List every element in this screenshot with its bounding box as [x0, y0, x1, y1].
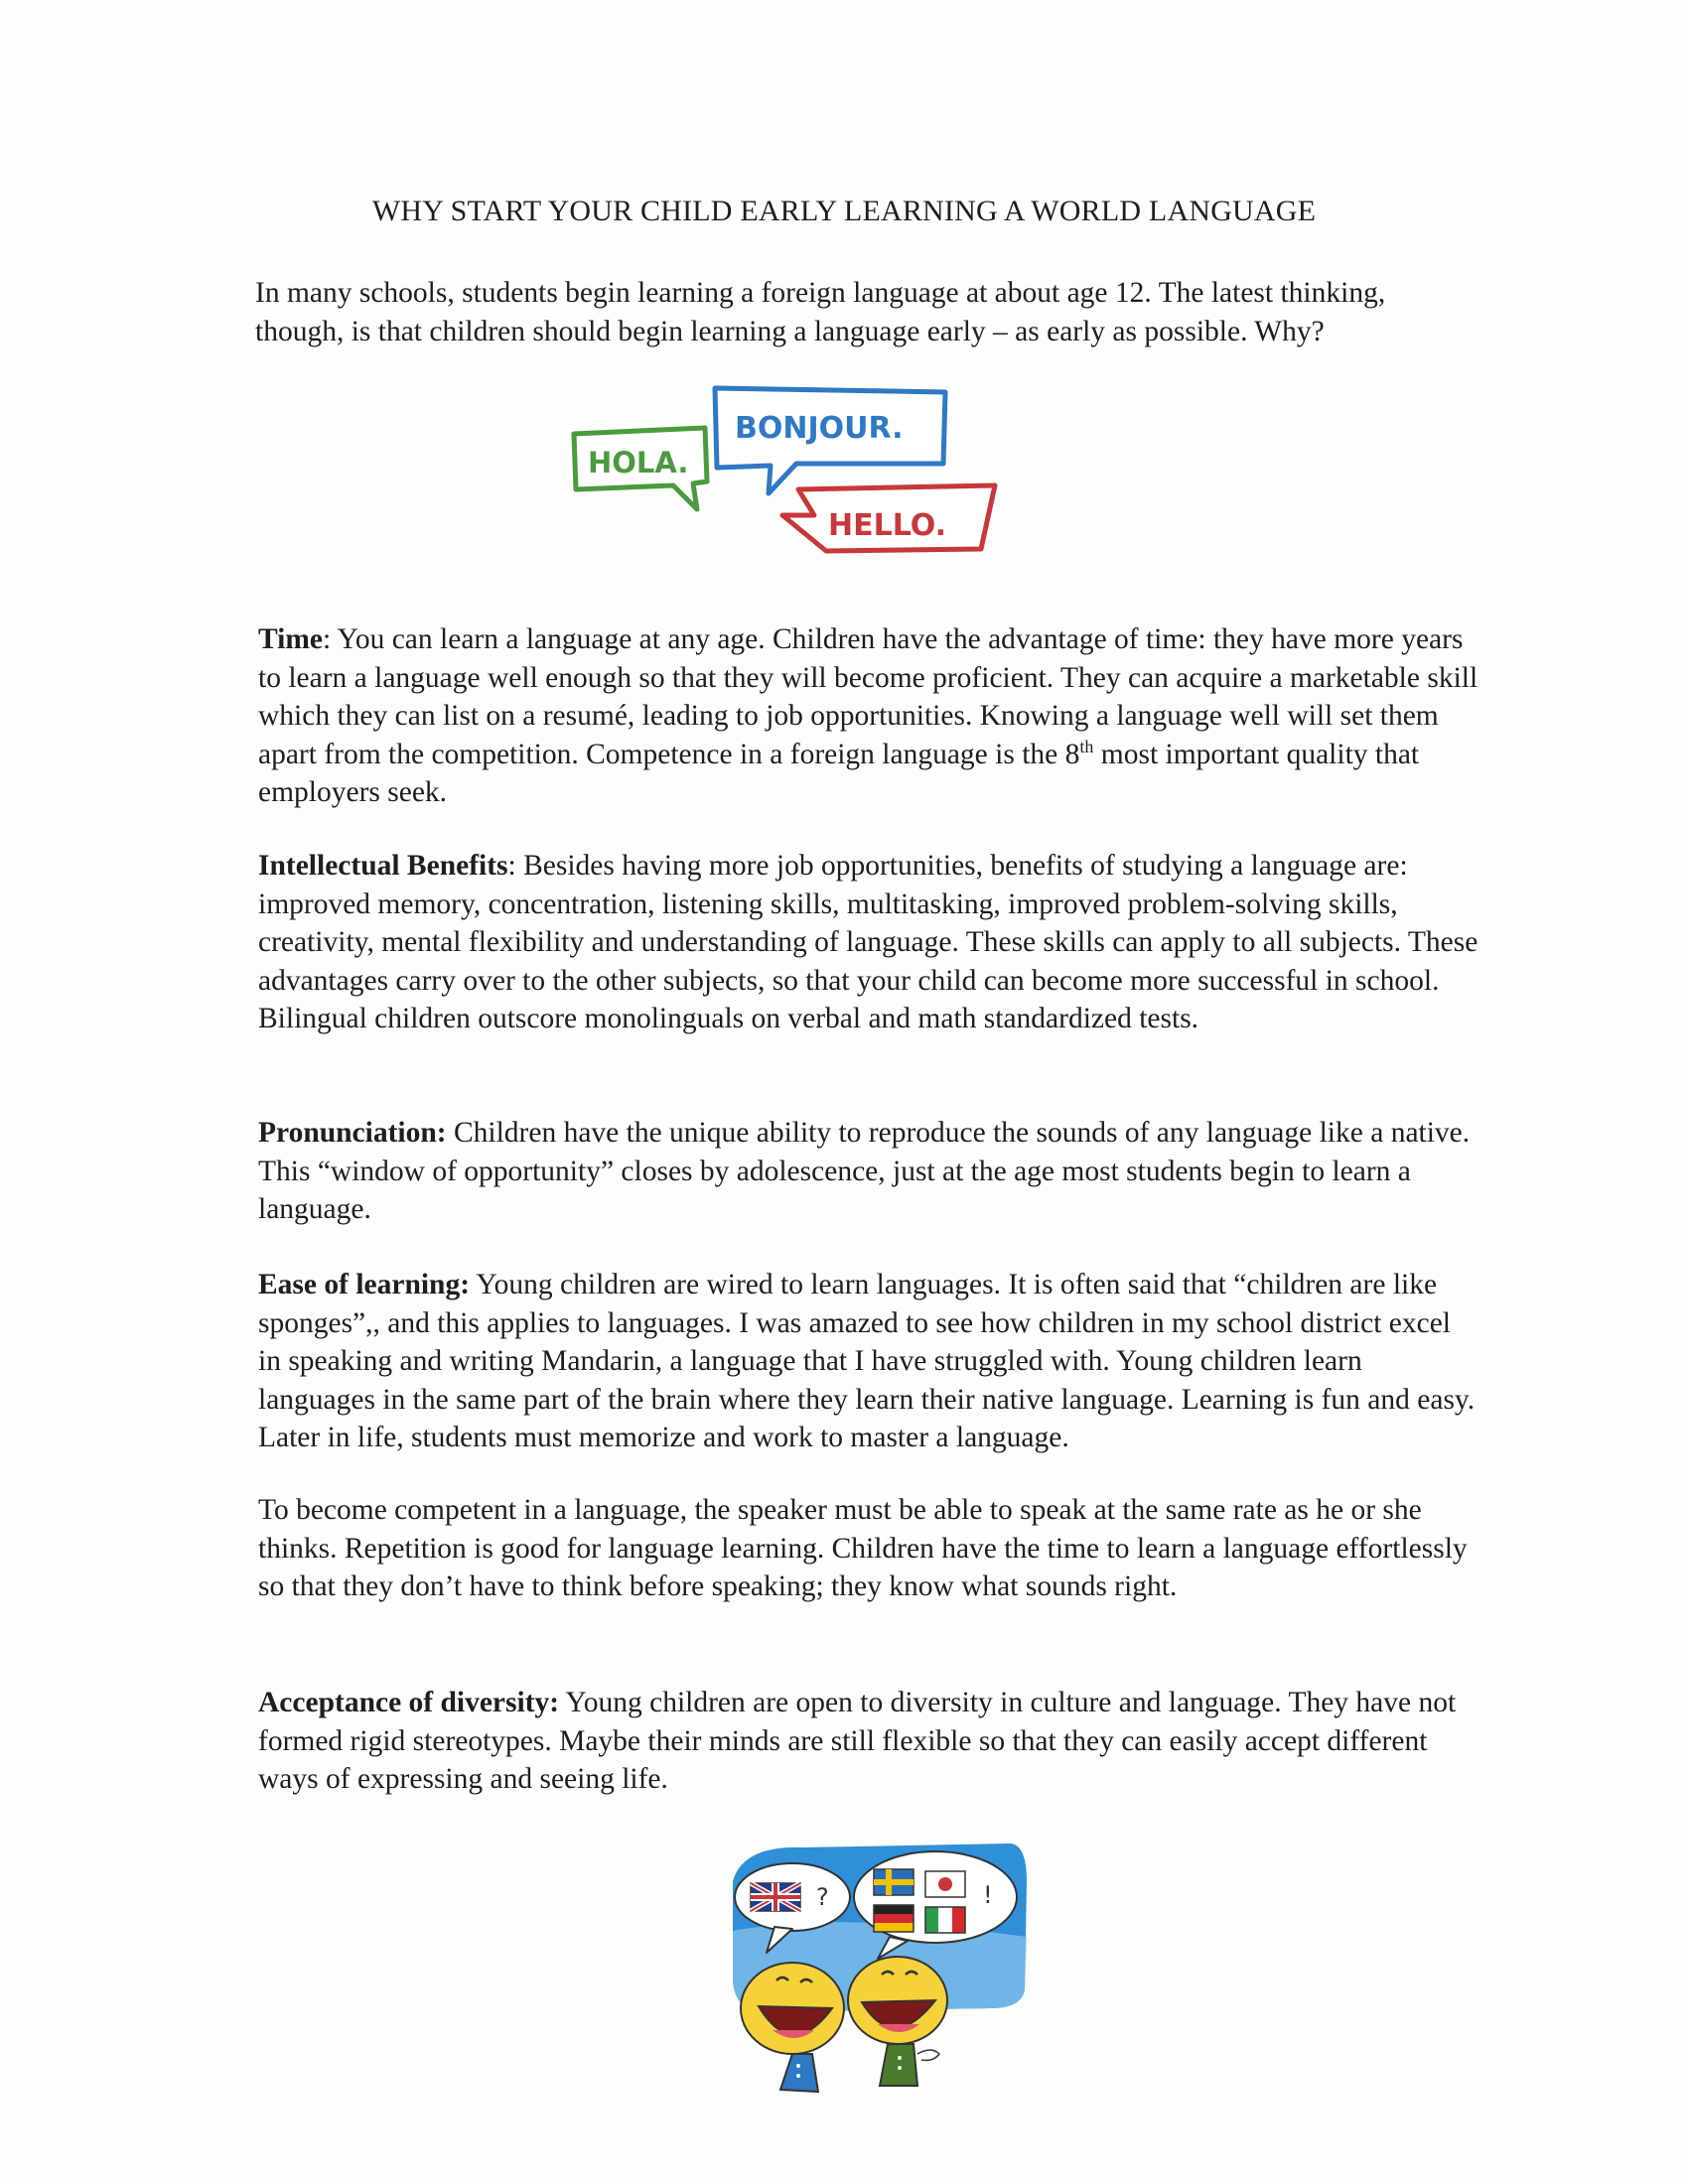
time-superscript: th [1079, 736, 1094, 756]
diversity-text: Young children are open to diversity in culture and language. They have not formed rigid stereotypes. Maybe their minds are still flexible so that they can easily accept different ways of expressing and seeing life. [258, 1687, 1457, 1795]
pronunciation-text: Children have the unique ability to reproduce the sounds of any language like a native. This “window of opportunity” closes by adolescence, just at the age most students begin to learn a language. [258, 1117, 1471, 1225]
ease-heading: Ease of learning: [258, 1269, 471, 1300]
intellectual-benefits-paragraph [258, 847, 1479, 1038]
time-text: : You can learn a language at any age. Children have the advantage of time: they have more years to learn a language well enough so that they will become proficient. They can acquire a marketable skill which they can list on a resumé, leading to job opportunities. Knowing a language well will set them apart from the competition. Competence in a foreign language is the 8 [258, 623, 1478, 770]
hello-label: HELLO. [828, 508, 947, 543]
ease-of-learning-paragraph [258, 1266, 1479, 1457]
sweden-flag-icon [874, 1869, 914, 1895]
pronunciation-heading: Pronunciation: [258, 1117, 447, 1149]
italy-flag-icon [925, 1907, 965, 1933]
pronunciation-paragraph [258, 1114, 1479, 1229]
speech-bubbles-illustration [566, 382, 1003, 561]
acceptance-of-diversity-paragraph [258, 1684, 1479, 1799]
time-text-end: most important quality that employers seek. [258, 738, 1420, 808]
germany-flag-icon [874, 1905, 914, 1932]
intro-paragraph: In many schools, students begin learning a foreign language at about age 12. The latest thinking, though, is that children should begin learning a language early – as early as possible. Why? [255, 277, 1386, 347]
hola-label: HOLA. [588, 446, 689, 479]
question-mark: ? [816, 1883, 829, 1911]
time-heading: Time [258, 623, 324, 655]
diversity-heading: Acceptance of diversity: [258, 1687, 560, 1718]
document-title: WHY START YOUR CHILD EARLY LEARNING A WORLD LANGUAGE [371, 195, 1317, 227]
uk-flag-icon [751, 1883, 800, 1911]
exclamation-mark: ! [983, 1881, 993, 1909]
kids-flags-illustration [723, 1842, 1031, 2100]
bonjour-label: BONJOUR. [735, 411, 904, 446]
japan-flag-icon [925, 1871, 965, 1897]
intellectual-text: : Besides having more job opportunities, benefits of studying a language are: improved memory, concentration, listening skills, multitasking, improved problem-solving skills, creativity, mental flexibility and understanding of language. These skills can apply to all subjects. These advantages carry over to the other subjects, so that your child can become more successful in school. Bilingual children outscore monolinguals on verbal and math standardized tests. [258, 850, 1478, 1034]
ease-text: Young children are wired to learn languages. It is often said that “children are like sponges”,, and this applies to languages. I was amazed to see how children in my school district excel in speaking and writing Mandarin, a language that I have struggled with. Young children learn languages in the same part of the brain where they learn their native language. Learning is fun and easy. Later in life, students must memorize and work to master a language. [258, 1269, 1476, 1453]
intellectual-heading: Intellectual Benefits [258, 850, 508, 882]
ease-of-learning-paragraph-continued: To become competent in a language, the speaker must be able to speak at the same rate as he or she thinks. Repetition is good for language learning. Children have the time to learn a language effortlessly so that they don’t have to think before speaking; they know what sounds right. [258, 1494, 1468, 1602]
right-child-icon [848, 1957, 947, 2086]
time-paragraph [258, 620, 1479, 812]
left-child-icon [741, 1963, 844, 2092]
